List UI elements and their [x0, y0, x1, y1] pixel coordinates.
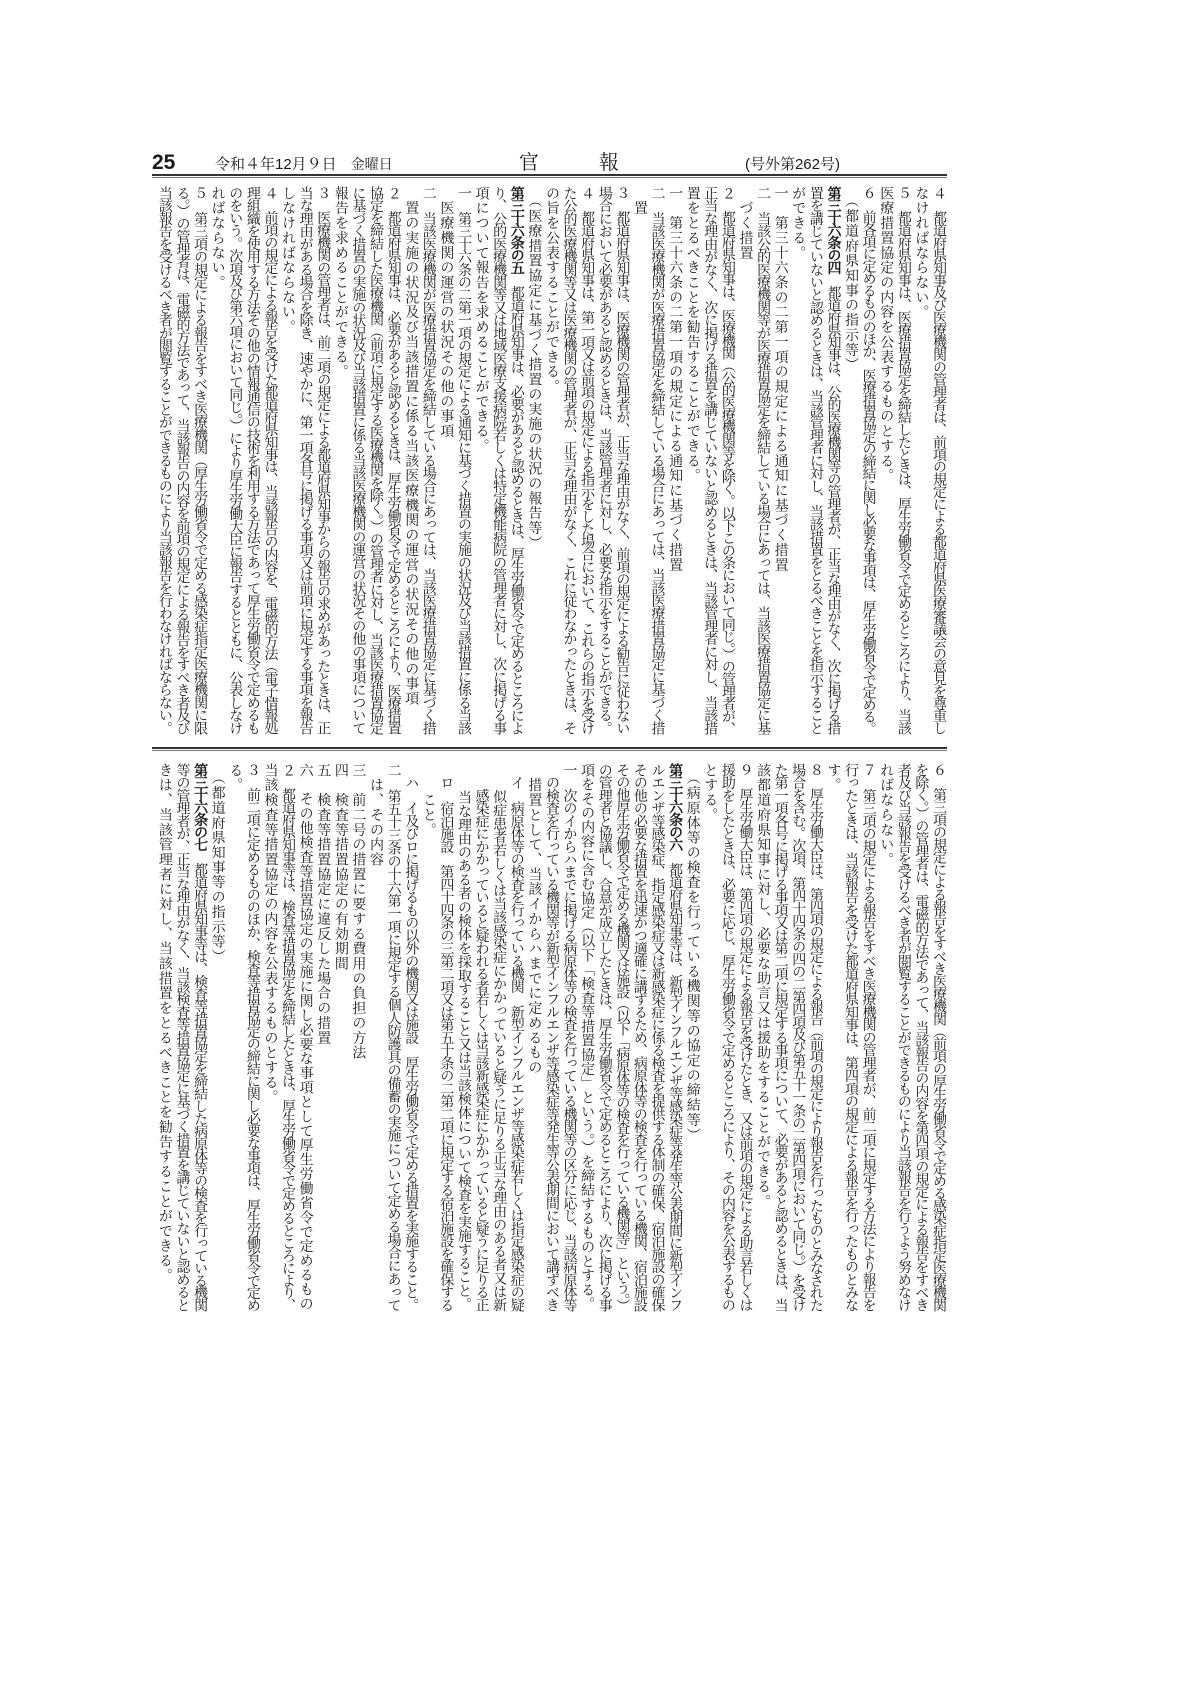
text-line [789, 186, 807, 738]
text-line-content: ６ 第三項の規定による報告をすべき医療機関（前項の厚生労働省令で定める感染症指定医療機関 [931, 763, 947, 1311]
text-line [771, 186, 789, 738]
text-line-content: 置の実施の状況及び当該措置に係る当該医療機関の運営の状況その他の事項 [403, 186, 420, 707]
article-number: 第三十六条の四 [825, 186, 842, 274]
text-line-content: り、公的医療機関等又は地域医療支援病院若しくは特定機能病院の管理者に対し、次に掲げる事 [491, 186, 508, 734]
text-line-content: （医療措置協定に基づく措置の実施の状況の報告等） [526, 186, 543, 551]
text-line-content: ６ 前各項に定めるもののほか、医療措置協定の締結に関し必要な事項は、厚生労働省令で定める。 [860, 186, 877, 735]
text-line-content: 二 当該公的医療機関等が医療措置協定を締結している場合にあっては、当該医療措置協定に基 [755, 186, 772, 734]
text-line-content: ５ 都道府県知事は、医療措置協定を締結したときは、厚生労働省令で定めるところにより、当該 [895, 186, 912, 734]
page-number: 25 [152, 151, 176, 174]
text-line [226, 763, 244, 1315]
text-line-content: ればならない。 [209, 186, 226, 291]
text-line [595, 186, 613, 738]
gazette-header [150, 146, 950, 172]
text-line [666, 763, 684, 1315]
text-line [525, 763, 543, 1315]
text-line-content: の検査を行っている機関等が新型インフルエンザ等感染症等発生等公表期間において講ずべき [543, 763, 560, 1311]
text-line [278, 186, 296, 738]
text-line-content: る。）の管理者は、電磁的方法であって、当該報告の内容を前項の規定による報告をすべき者及び [174, 186, 191, 734]
text-line [190, 186, 208, 738]
text-line-content: 該都道府県知事に対し、必要な助言又は援助をすることができる。 [755, 763, 772, 1209]
text-line-content: 一 第三十六条の二第一項の規定による通知に基づく措置 [772, 186, 789, 573]
text-line-content: ２ 都道府県知事は、医療機関（公的医療機関等を除く。以下この条において同じ。）の管理者が、 [719, 186, 736, 734]
text-line [384, 186, 402, 738]
lower-text-block [150, 763, 947, 1315]
text-line-content: 置 [631, 186, 648, 216]
text-line-content: を除く。）の管理者は、電磁的方法であって、当該報告の内容を第四項の規定による報告をすべき [913, 763, 930, 1311]
text-line [841, 763, 859, 1315]
text-line-content: づく措置 [737, 186, 754, 261]
text-line [419, 763, 437, 1315]
text-line [894, 763, 912, 1315]
text-line-content: ３ 医療機関の管理者は、前二項の規定による都道府県知事からの報告の求めがあったときは、正 [315, 186, 332, 734]
text-line [331, 186, 349, 738]
weekday: 金曜日 [350, 157, 393, 173]
text-line-content: ルエンザ等感染症、指定感染症又は新感染症に係る検査を提供する体制の確保、宿泊施設の確保 [649, 763, 666, 1311]
text-line [243, 186, 261, 738]
upper-text-block [150, 186, 947, 738]
text-line-content: 置を講じていないと認めるときは、当該管理者に対し、当該措置をとるべきことを指示すること [807, 186, 824, 734]
text-line [560, 763, 578, 1315]
text-line-content: た第一項各号に掲げる事項又は第二項に規定する事項について、必要があると認めるときは、当 [772, 763, 789, 1311]
text-line [349, 186, 367, 738]
article-number: 第三十六条の七 [192, 763, 209, 851]
text-line-content: 第三十六条の四 都道府県知事は、公的医療機関等の管理者が、正当な理由がなく、次に掲げる措 [825, 186, 842, 734]
text-line [753, 186, 771, 738]
text-line-content: その他の必要な措置を迅速かつ適確に講ずるため、病原体等の検査を行っている機関、宿泊施設 [631, 763, 648, 1311]
text-line [296, 186, 314, 738]
text-line [542, 763, 560, 1315]
text-line [806, 763, 824, 1315]
text-line-content: なければならない。 [913, 186, 930, 320]
text-line [648, 186, 666, 738]
text-line [419, 186, 437, 738]
text-line-content: きは、当該管理者に対し、当該措置をとるべきことを勧告することができる。 [156, 763, 173, 1284]
text-line [683, 763, 701, 1315]
text-line-content: 四 検査等措置協定の有効期間 [332, 763, 349, 972]
text-line [753, 763, 771, 1315]
gazette-title-po: 報 [598, 150, 619, 174]
text-line [490, 763, 508, 1315]
text-line [578, 763, 596, 1315]
text-line-content: ３ 前二項に定めるもののほか、検査等措置協定の締結に関し必要な事項は、厚生労働省令で定め [244, 763, 261, 1311]
text-line [877, 763, 895, 1315]
text-line [595, 763, 613, 1315]
article-number: 第三十六条の六 [667, 763, 684, 851]
text-line [384, 763, 402, 1315]
text-line [314, 763, 332, 1315]
text-line-content: ４ 都道府県知事は、第一項又は前項の規定による指示をした場合において、これらの指示を受け [579, 186, 596, 734]
text-line-content: 二 当該医療機関が医療措置協定を締結している場合にあっては、当該医療措置協定に基づく措 [420, 186, 437, 734]
text-line [173, 186, 191, 738]
text-line-content: 項について報告を求めることができる。 [473, 186, 490, 454]
text-line-content: （都道府県知事の指示等） [843, 186, 860, 373]
text-line-content: 医療措置協定の内容を公表するものとする。 [878, 186, 895, 484]
text-line-content: 似症患者若しくは当該感染症にかかっていると疑うに足りる正当な理由のある者又は新 [491, 763, 508, 1312]
text-line-content: 六 その他検査等措置協定の実施に関し必要な事項として厚生労働省令で定めるもの [297, 763, 314, 1311]
text-line [912, 186, 930, 738]
text-line [929, 763, 947, 1315]
text-line-content: 等の管理者が、正当な理由がなく、当該検査等措置協定に基づく措置を講じていないと認めると [174, 763, 191, 1311]
text-line [507, 186, 525, 738]
text-line [683, 186, 701, 738]
text-line [314, 186, 332, 738]
text-line [349, 763, 367, 1315]
text-line [437, 186, 455, 738]
text-line-content: 者及び当該報告を受けるべき者が閲覧することができるものにより当該報告を行うよう努めなけ [895, 763, 912, 1311]
text-line [525, 186, 543, 738]
text-line [454, 186, 472, 738]
text-line [261, 186, 279, 738]
text-line-content: 場合を含む。次項、第四十四条の四の二第四項及び第五十一条の二第四項において同じ。）を受け [790, 763, 807, 1311]
text-line-content: す。 [825, 763, 842, 793]
text-line [806, 186, 824, 738]
text-line-content: 一 第三十六条の二第一項の規定による通知に基づく措置の実施の状況及び当該措置に係る当該 [455, 186, 472, 734]
text-line-content: とする。 [702, 763, 719, 823]
text-line-content: しなければならない。 [280, 186, 297, 335]
text-line [789, 763, 807, 1315]
text-line [578, 186, 596, 738]
text-line-content: 当な理由がある場合を除き、速やかに、第一項各号に掲げる事項又は前項に規定する事項を報告 [297, 186, 314, 734]
issue-number: (号外第262号) [744, 156, 840, 173]
text-line-content: （都道府県知事等の指示等） [209, 763, 226, 965]
text-line-content: のをいう。次項及び第六項において同じ。）により厚生労働大臣に報告するとともに、公表しなけ [227, 186, 244, 734]
text-line [666, 186, 684, 738]
text-line [261, 763, 279, 1315]
text-line [613, 763, 631, 1315]
text-line [472, 186, 490, 738]
text-line-content: の旨を公表することができる。 [543, 186, 560, 395]
text-line-content: ７ 第三項の規定による報告をすべき医療機関の管理者が、前二項に規定する方法により報告を [860, 763, 877, 1311]
text-line-content: 五 検査等措置協定に違反した場合の措置 [315, 763, 332, 1046]
section-divider [152, 747, 947, 751]
text-line [894, 186, 912, 738]
issue-date: 令和４年12月９日 [215, 156, 337, 173]
text-line [278, 763, 296, 1315]
text-line-content: ４ 都道府県知事及び医療機関の管理者は、前項の規定による都道府県医療審議会の意見を尊重し [931, 186, 947, 734]
text-line [366, 186, 384, 738]
text-line-content: 第三十六条の五 都道府県知事は、必要があると認めるときは、厚生労働省令で定めるところによ [508, 186, 525, 734]
text-line [736, 186, 754, 738]
text-line-content: （病原体等の検査を行っている機関等の協定の締結等） [684, 763, 701, 1143]
text-line [190, 763, 208, 1315]
text-line-content: 行ったときは、当該報告を受けた都道府県知事は、第四項の規定による報告を行ったものとみな [843, 763, 860, 1311]
text-line-content: 当該報告を受けるべき者が閲覧することができるものにより当該報告を行わなければならない。 [156, 186, 173, 734]
text-line [824, 763, 842, 1315]
text-line-content: 二 第五十三条の十六第一項に規定する個人防護具の備蓄の実施について定める場合にあって [385, 763, 402, 1312]
text-line-content: その他厚生労働省令で定める機関又は施設（以下「病原体等の検査を行っている機関等」という。） [614, 763, 631, 1311]
text-line [648, 763, 666, 1315]
article-number: 第三十六条の五 [508, 186, 525, 274]
text-line-content: 三 前二号の措置に要する費用の負担の方法 [350, 763, 367, 1061]
text-line [824, 186, 842, 738]
text-line [877, 186, 895, 738]
text-line [437, 763, 455, 1315]
text-line-content: 項をその内容に含む協定（以下「検査等措置協定」という。）を締結するものとする。 [579, 763, 596, 1311]
text-line [630, 186, 648, 738]
text-line [155, 186, 173, 738]
text-line-content: ２ 都道府県知事は、必要があると認めるときは、厚生労働省令で定めるところにより、医療措置 [385, 186, 402, 734]
text-line [718, 763, 736, 1315]
text-line [701, 186, 719, 738]
text-line-content: 当該検査等措置協定の内容を公表するものとする。 [262, 763, 279, 1105]
text-line-content: ればならない。 [878, 763, 895, 868]
text-line-content: 置をとるべきことを勧告することができる。 [684, 186, 701, 484]
text-line-content: 第三十六条の七 都道府県知事等は、検査等措置協定を締結した病原体等の検査を行っている機関 [192, 763, 209, 1311]
text-line-content: 感染症にかかっていると疑われる者若しくは当該新感染症にかかっていると疑うに足りる正 [473, 763, 490, 1311]
text-line-content: 措置として、当該イからハまでに定めるもの [526, 763, 543, 1076]
text-line [331, 763, 349, 1315]
text-line-content: 一 次のイからハまでに掲げる病原体等の検査を行っている機関等の区分に応じ、当該病原体等 [561, 763, 578, 1311]
text-line-content: ができる。 [790, 186, 807, 261]
text-line [542, 186, 560, 738]
text-line-content: 場合において必要があると認めるときは、当該管理者に対し、必要な指示をすることができる。 [596, 186, 613, 734]
text-line [173, 763, 191, 1315]
text-line-content: 第三十六条の六 都道府県知事等は、新型インフルエンザ等感染症等発生等公表期間に新型インフ [667, 763, 684, 1311]
text-line-content: ２ 都道府県知事等は、検査等措置協定を締結したときは、厚生労働省令で定めるところにより、 [280, 763, 297, 1311]
text-line [208, 763, 226, 1315]
text-line [366, 763, 384, 1315]
text-line [454, 763, 472, 1315]
gazette-title-kan: 官 [518, 150, 539, 174]
text-line [859, 763, 877, 1315]
text-line-content: 協定を締結した医療機関（前項に規定する医療機関を除く。）の管理者に対し、当該医療措置協定 [368, 186, 384, 734]
text-line [613, 186, 631, 738]
text-line-content: の管理者と協議し、合意が成立したときは、厚生労働省令で定めるところにより、次に掲げる事 [596, 763, 613, 1311]
text-line-content: 理組織を使用する方法その他の情報通信の技術を利用する方法であって厚生労働省令で定めるも [244, 186, 261, 734]
text-line-content: に基づく措置の実施の状況及び当該措置に係る当該医療機関の運営の状況その他の事項について [350, 186, 367, 734]
text-line [243, 763, 261, 1315]
text-line-content: ハ イ及びロに掲げるもの以外の機関又は施設 厚生労働省令で定める措置を実施すること。 [403, 763, 420, 1311]
text-line [560, 186, 578, 738]
text-line [929, 186, 947, 738]
text-line-content: 一 第三十六条の二第一項の規定による通知に基づく措置 [667, 186, 684, 573]
text-line-content: 正当な理由がなく、次に掲げる措置を講じていないと認めるときは、当該管理者に対し、当該措 [702, 186, 719, 734]
text-line [472, 763, 490, 1315]
text-line [490, 186, 508, 738]
text-line-content: ４ 前項の規定による報告を受けた都道府県知事は、当該報告の内容を、電磁的方法（電子情報処 [262, 186, 279, 734]
text-line [630, 763, 648, 1315]
header-rule [152, 174, 947, 178]
text-line [226, 186, 244, 738]
text-line-content: ８ 厚生労働大臣は、第四項の規定による報告（前項の規定により報告を行ったものとみなされた [807, 763, 824, 1311]
text-line [402, 186, 420, 738]
text-line [736, 763, 754, 1315]
text-line-content: た公的医療機関等又は医療機関の管理者が、正当な理由がなく、これに従わなかったときは、そ [561, 186, 578, 734]
text-line [912, 763, 930, 1315]
text-line [841, 186, 859, 738]
text-line-content: 報告を求めることができる。 [332, 186, 349, 380]
text-line [296, 763, 314, 1315]
text-line-content: ９ 厚生労働大臣は、第四項の規定による報告を受けたとき、又は前項の規定による助言若しくは [737, 763, 754, 1311]
text-line-content: ロ 宿泊施設 第四十四条の三第二項又は第五十条の二第二項に規定する宿泊施設を確保する [438, 763, 455, 1311]
text-line [859, 186, 877, 738]
text-line-content: こと。 [420, 763, 437, 838]
text-line-content: 医療機関の運営の状況その他の事項 [438, 186, 455, 439]
text-line [718, 186, 736, 738]
text-line [771, 763, 789, 1315]
text-line-content: 当な理由のある者の検体を採取すること又は当該検体について検査を実施すること。 [455, 763, 472, 1312]
text-line [208, 186, 226, 738]
text-line-content: ３ 都道府県知事は、医療機関の管理者が、正当な理由がなく、前項の規定による勧告に従わない [614, 186, 631, 734]
text-line-content: イ 病原体等の検査を行っている機関 新型インフルエンザ等感染症若しくは指定感染症の疑 [508, 763, 525, 1311]
text-line-content: ５ 第三項の規定による報告をすべき医療機関（厚生労働省令で定める感染症指定医療機関に限 [192, 186, 209, 734]
text-line-content: は、その内容 [368, 763, 384, 868]
text-line-content: 援助をしたときは、必要に応じ、厚生労働省令で定めるところにより、その内容を公表するもの [719, 763, 736, 1311]
text-line-content: る。 [227, 763, 244, 793]
text-line [155, 763, 173, 1315]
text-line [402, 763, 420, 1315]
text-line [701, 763, 719, 1315]
text-line [507, 763, 525, 1315]
text-line-content: 二 当該医療機関が医療措置協定を締結している場合にあっては、当該医療措置協定に基づく措 [649, 186, 666, 734]
